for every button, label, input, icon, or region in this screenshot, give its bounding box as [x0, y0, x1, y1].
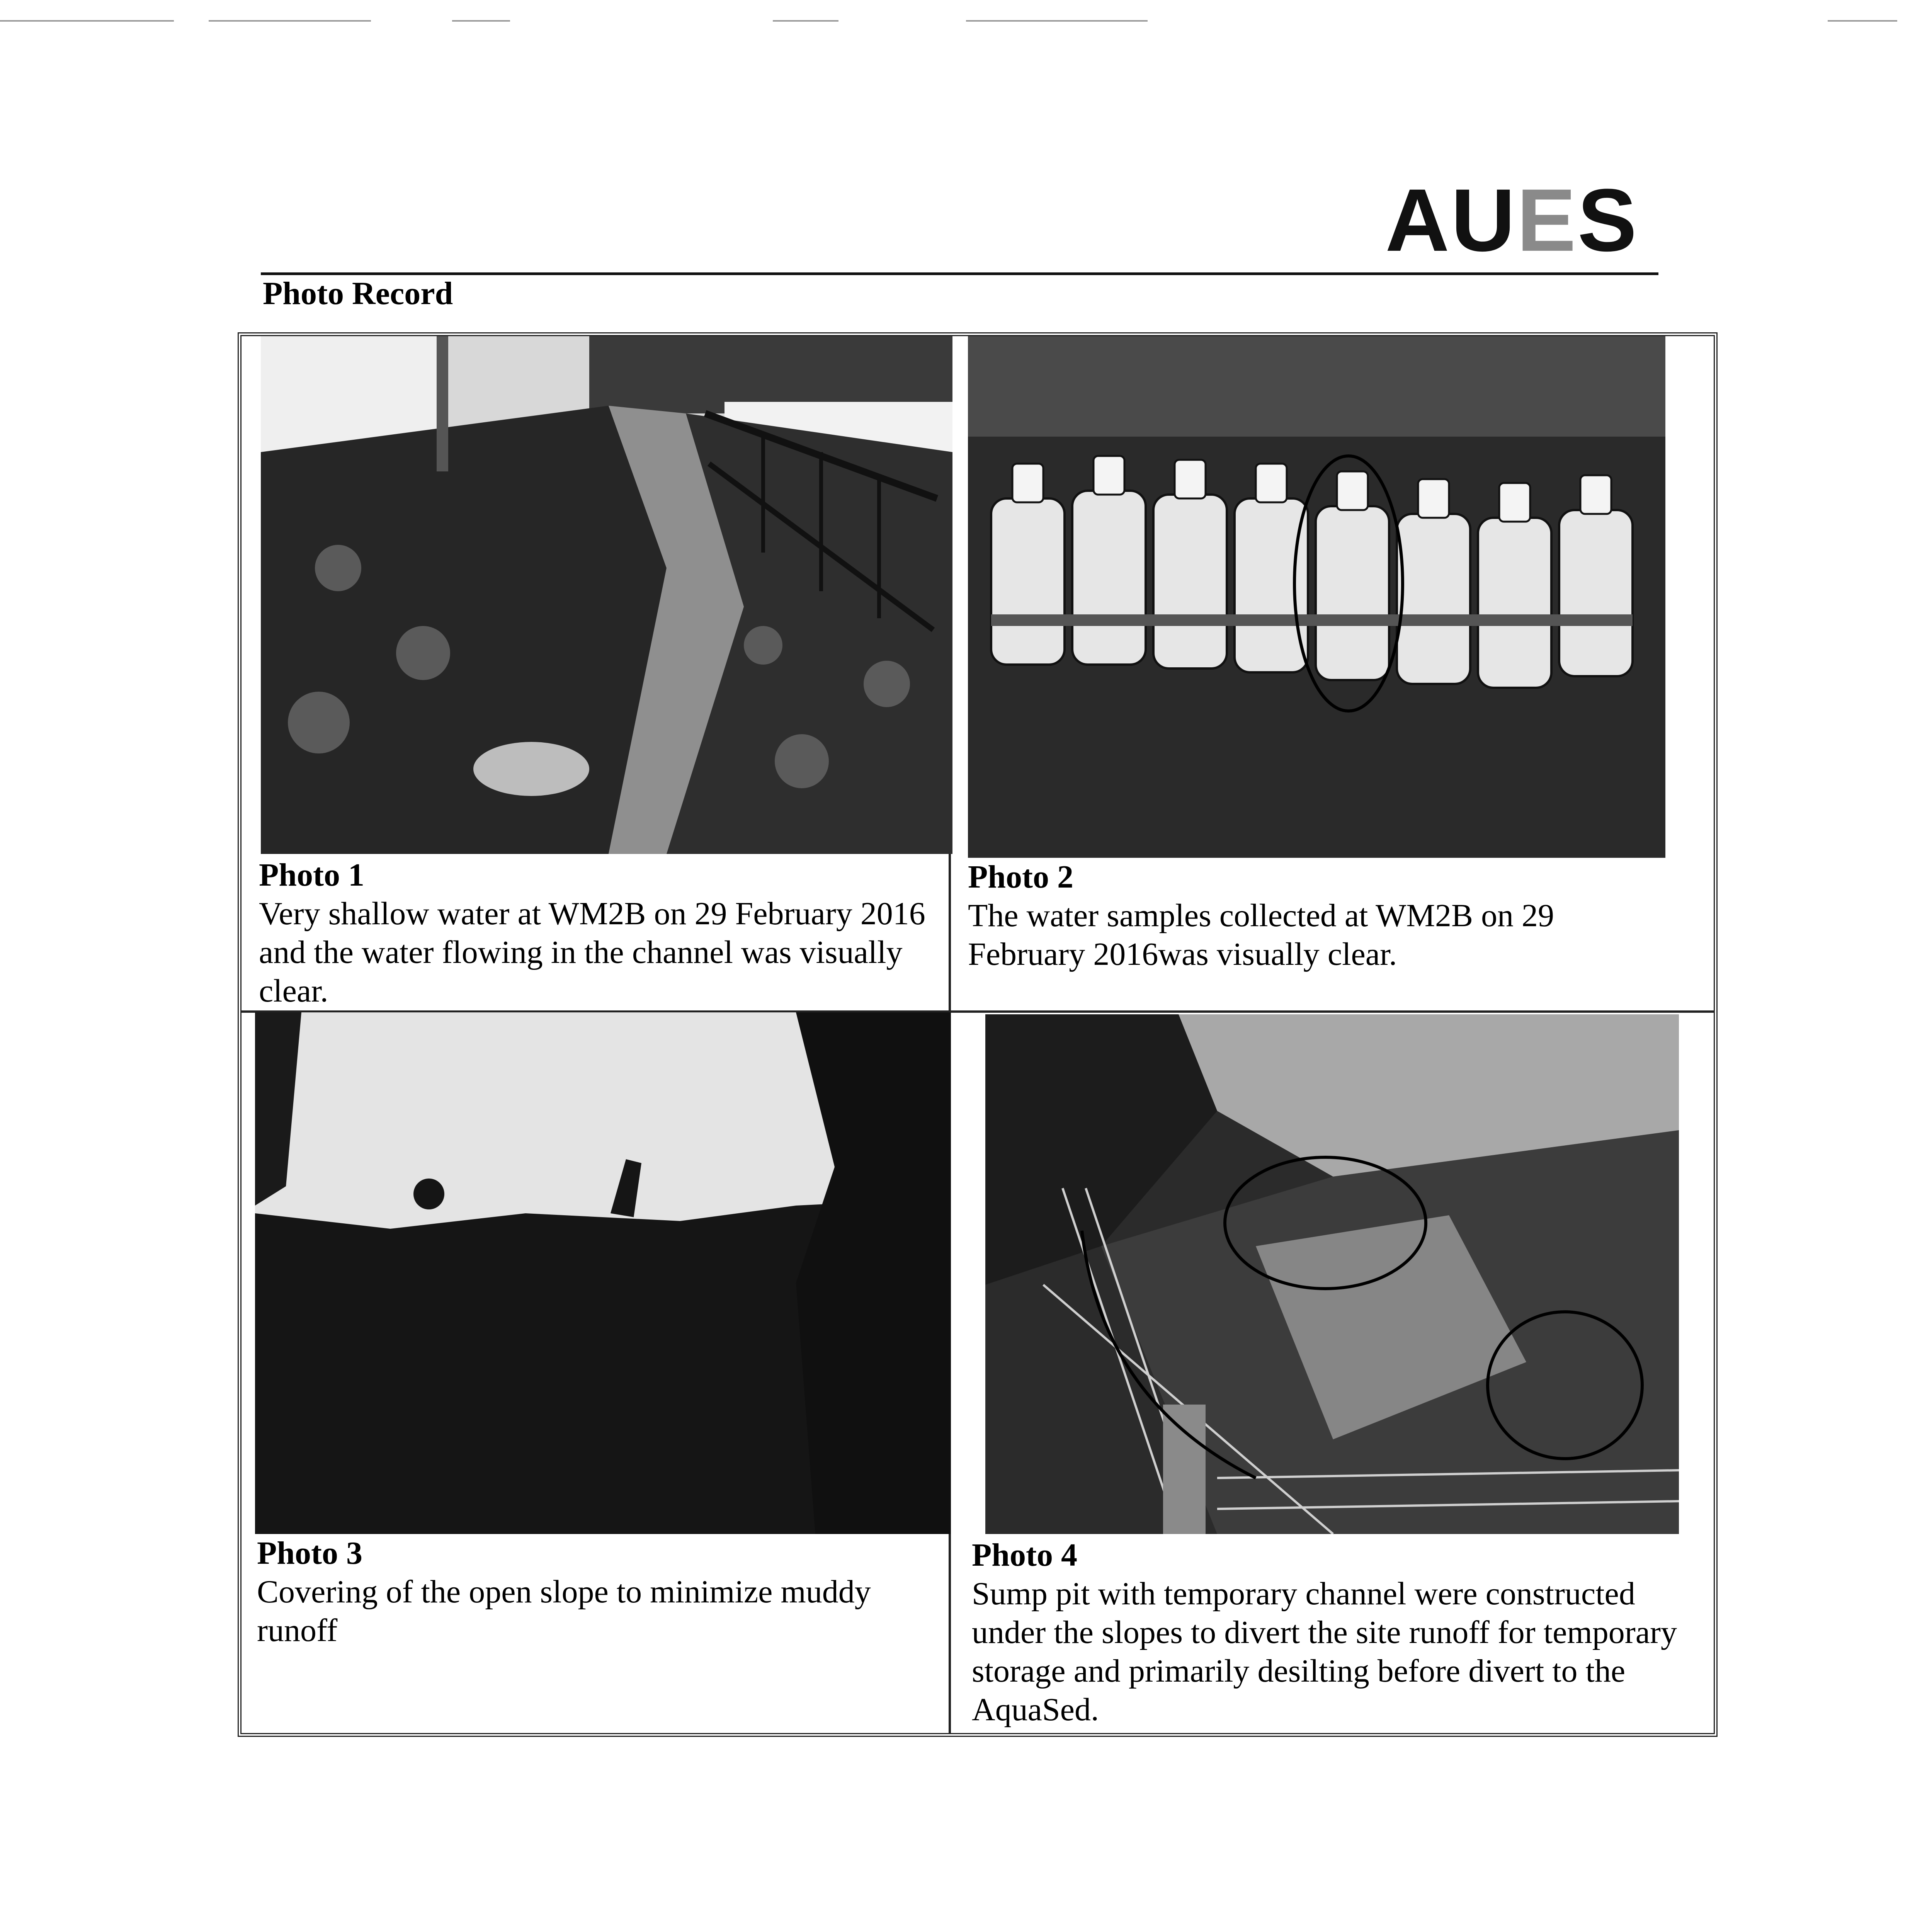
- scan-mark: [1828, 20, 1897, 22]
- photo-3-image: [255, 1012, 951, 1534]
- photo-2-image: [968, 336, 1665, 858]
- company-logo: AUES: [1385, 170, 1639, 270]
- header-rule: [261, 272, 1658, 275]
- scan-mark: [773, 20, 838, 22]
- photo-4-title: Photo 4: [972, 1537, 1077, 1573]
- page-title: Photo Record: [263, 276, 453, 311]
- scan-mark: [452, 20, 510, 22]
- scan-mark: [0, 20, 174, 22]
- photo-2-title: Photo 2: [968, 859, 1073, 895]
- photo-1-caption: [259, 856, 935, 1010]
- photo-4-description: Sump pit with temporary channel were constructed under the slopes to divert the site runoff for temporary storage and primarily desilting before divert to the AquaSed.: [972, 1576, 1677, 1728]
- photo-3-description: Covering of the open slope to minimize muddy runoff: [257, 1574, 871, 1648]
- scan-mark: [209, 20, 371, 22]
- photo-4-image: [985, 1014, 1679, 1534]
- photo-3-caption: [257, 1534, 933, 1650]
- photo-2-caption: [968, 858, 1663, 974]
- photo-1-title: Photo 1: [259, 857, 364, 893]
- photo-1-description: Very shallow water at WM2B on 29 February 2016 and the water flowing in the channel was visually clear.: [259, 896, 925, 1009]
- photo-2-description: The water samples collected at WM2B on 29 February 2016was visually clear.: [968, 898, 1554, 972]
- photo-3-title: Photo 3: [257, 1535, 362, 1571]
- photo-1-image: [261, 336, 952, 854]
- photo-4-caption: [972, 1536, 1679, 1729]
- scan-mark: [966, 20, 1148, 22]
